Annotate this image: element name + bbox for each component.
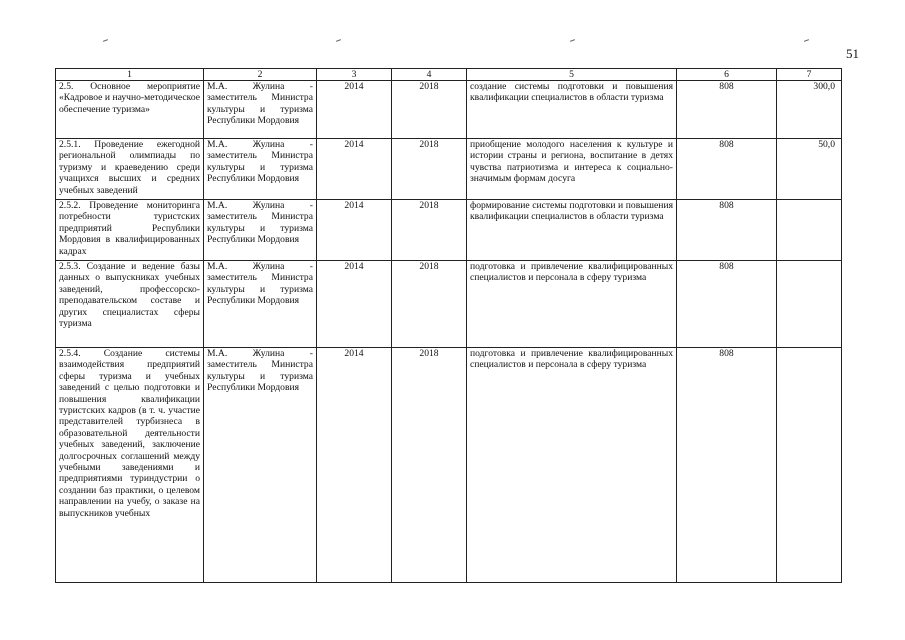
table-row [56,348,842,583]
start-year: 2014 [317,200,392,261]
scan-mark [103,39,108,42]
amount [777,200,842,261]
budget-code: 808 [677,200,777,261]
expected-result: создание системы подготовки и повышения квалификации специалистов в области туризма [467,81,677,139]
column-number: 7 [777,69,842,81]
end-year: 2018 [392,81,467,139]
column-number: 4 [392,69,467,81]
budget-code: 808 [677,261,777,348]
start-year: 2014 [317,348,392,583]
scan-mark [804,39,809,42]
table-row [56,139,842,200]
scan-mark [570,39,575,42]
column-number-row [56,69,842,81]
column-number: 6 [677,69,777,81]
executor: М.А. Жулина - заместитель Министра культуры и туризма Республики Мордовия [204,139,317,200]
scan-mark [336,39,341,42]
budget-code: 808 [677,81,777,139]
executor: М.А. Жулина - заместитель Министра культуры и туризма Республики Мордовия [204,200,317,261]
executor: М.А. Жулина - заместитель Министра культуры и туризма Республики Мордовия [204,348,317,583]
column-number: 2 [204,69,317,81]
activity-name: 2.5.1. Проведение ежегодной региональной олимпиады по туризму и краеведению среди учащихся высших и средних учебных заведений [56,139,204,200]
page-number: 51 [846,46,859,61]
activity-name: 2.5.4. Создание системы взаимодействия предприятий сферы туризма и учебных заведений с целью подготовки и повышения квалификации туристских кадров (в т. ч. участие представителей турбизнеса в образовательной деятельности учебных заведений, заключение долгосрочных соглашений между учебными заведениями и предприятиями туриндустрии о создании баз практики, о целевом направлении на учебу, о заказе на выпускников учебных [56,348,204,583]
start-year: 2014 [317,261,392,348]
end-year: 2018 [392,261,467,348]
expected-result: подготовка и привлечение квалифицированных специалистов и персонала в сферу туризма [467,348,677,583]
budget-code: 808 [677,348,777,583]
executor: М.А. Жулина - заместитель Министра культуры и туризма Республики Мордовия [204,261,317,348]
column-number: 3 [317,69,392,81]
table-row [56,81,842,139]
program-table [55,68,842,583]
activity-name: 2.5.2. Проведение мониторинга потребности туристских предприятий Республики Мордовия в квалифицированных кадрах [56,200,204,261]
budget-code: 808 [677,139,777,200]
executor: М.А. Жулина - заместитель Министра культуры и туризма Республики Мордовия [204,81,317,139]
end-year: 2018 [392,348,467,583]
expected-result: приобщение молодого населения к культуре и истории страны и региона, воспитание в детях чувства патриотизма и интереса к социально-значимым формам досуга [467,139,677,200]
start-year: 2014 [317,81,392,139]
amount: 50,0 [777,139,842,200]
column-number: 1 [56,69,204,81]
expected-result: формирование системы подготовки и повышения квалификации специалистов в области туризма [467,200,677,261]
column-number: 5 [467,69,677,81]
amount [777,348,842,583]
amount [777,261,842,348]
table-row [56,261,842,348]
amount: 300,0 [777,81,842,139]
end-year: 2018 [392,139,467,200]
activity-name: 2.5. Основное мероприятие «Кадровое и научно-методическое обеспечение туризма» [56,81,204,139]
end-year: 2018 [392,200,467,261]
activity-name: 2.5.3. Создание и ведение базы данных о выпускниках учебных заведений, профессорско-преподавательском составе и других специалистах сферы туризма [56,261,204,348]
table-row [56,200,842,261]
expected-result: подготовка и привлечение квалифицированных специалистов и персонала в сферу туризма [467,261,677,348]
start-year: 2014 [317,139,392,200]
